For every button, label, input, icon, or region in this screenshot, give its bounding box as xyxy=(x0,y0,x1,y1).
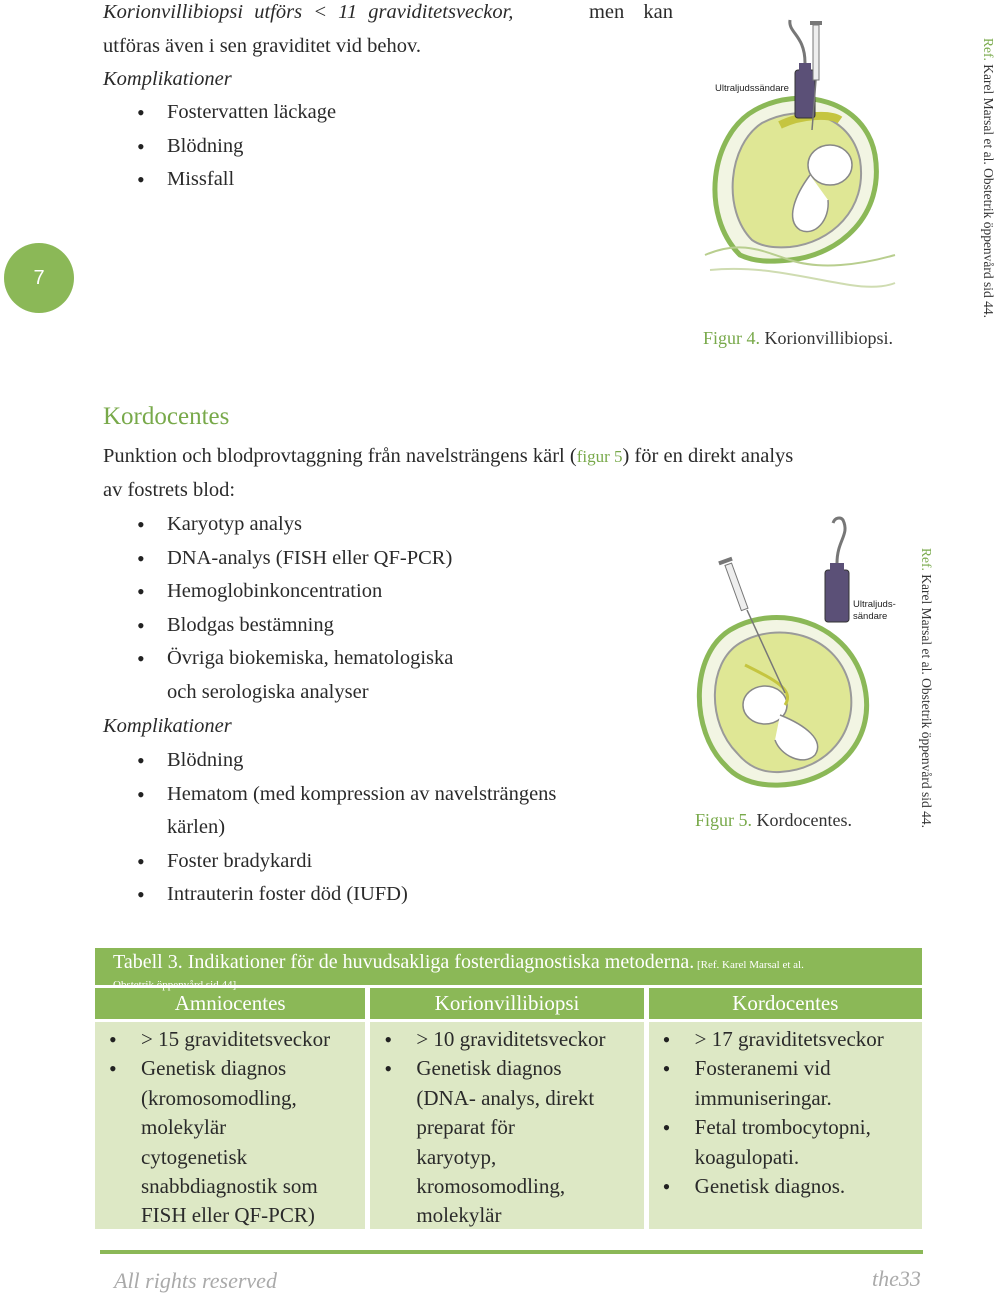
page-number-badge: 7 xyxy=(4,243,74,313)
list-item: • Hemoglobinkoncentration xyxy=(103,575,663,609)
kordocentes-intro-line-1 xyxy=(103,440,933,474)
list-item: • Fosteranemi vid xyxy=(649,1054,922,1083)
figure-4-label: Ultraljudssändare xyxy=(715,83,789,94)
top-paragraph xyxy=(103,0,673,97)
figure-5-caption xyxy=(695,810,852,831)
table-cell-kordocentes xyxy=(649,1022,922,1229)
kordocentes-intro-line-2: av fostrets blod: xyxy=(103,478,236,501)
figure-4-illustration xyxy=(700,15,900,300)
figure-4-caption xyxy=(703,328,893,349)
figure-4-caption-prefix: Figur 4. xyxy=(703,328,761,348)
top-line-1-rest: men kan xyxy=(569,1,673,23)
table-body-row xyxy=(95,1019,922,1229)
table-title-ref-1: [Ref. Karel Marsal et al. xyxy=(694,959,804,971)
list-item-continuation: immuniseringar. xyxy=(694,1085,832,1110)
list-item: • Foster bradykardi xyxy=(103,845,663,879)
list-item: • > 17 graviditetsveckor xyxy=(649,1025,922,1054)
list-item-continuation: koagulopati. xyxy=(694,1144,800,1169)
footer-divider xyxy=(100,1250,923,1254)
figure-5-caption-prefix: Figur 5. xyxy=(695,810,753,830)
list-item: • Hematom (med kompression av navelsträngens xyxy=(103,778,663,812)
list-item: • > 15 graviditetsveckor xyxy=(95,1025,365,1054)
table-title-ref-2: Obstetrik öppenvård sid 44] xyxy=(113,979,237,991)
table-cell-amniocentes xyxy=(95,1022,365,1229)
list-item: • Blödning xyxy=(103,130,603,164)
list-item-continuation: (DNA- analys, direkt xyxy=(416,1085,595,1110)
figure-4-caption-text: Korionvillibiopsi. xyxy=(760,328,894,348)
figure-5-label-2: sändare xyxy=(853,611,888,622)
intro-figure-ref: figur 5 xyxy=(576,447,623,466)
list-item: • Genetisk diagnos. xyxy=(649,1172,922,1201)
list-item-continuation: FISH eller QF-PCR) xyxy=(141,1203,315,1228)
column-header-kordocentes: Kordocentes xyxy=(649,988,922,1019)
indications-table xyxy=(95,948,922,1229)
list-item-continuation: molekylär xyxy=(141,1115,227,1140)
list-item: • Fostervatten läckage xyxy=(103,96,603,130)
column-header-amniocentes: Amniocentes xyxy=(95,988,365,1019)
list-item: • Fetal trombocytopni, xyxy=(649,1113,922,1142)
figure-5-caption-text: Kordocentes. xyxy=(752,810,852,830)
list-item: • Missfall xyxy=(103,163,603,197)
list-item: • Karyotyp analys xyxy=(103,508,663,542)
list-item-continuation: karyotyp, xyxy=(416,1144,497,1169)
cell-list xyxy=(95,1025,365,1231)
table-cell-korionvillibiopsi xyxy=(370,1022,643,1229)
figure-5-illustration xyxy=(685,515,910,800)
top-line-1-italic: Korionvillibiopsi utförs < 11 graviditetsveckor, xyxy=(103,1,514,23)
figure-4-reference xyxy=(980,38,996,319)
list-item: • Blödning xyxy=(103,744,663,778)
table-title-text: Tabell 3. Indikationer för de huvudsakliga fosterdiagnostiska metoderna. xyxy=(113,951,695,973)
figure-5-reference xyxy=(918,548,934,829)
table-title xyxy=(95,948,922,991)
figure-5-ref-text: Karel Marsal et al. Obstetrik öppenvård sid 44. xyxy=(919,570,934,829)
figure-5-ref-prefix: Ref. xyxy=(919,548,934,571)
list-item: • Övriga biokemiska, hematologiska xyxy=(103,642,663,676)
kordocentes-complications-list xyxy=(103,744,663,912)
figure-4-ref-text: Karel Marsal et al. Obstetrik öppenvård sid 44. xyxy=(981,60,996,319)
list-item-continuation: kärlen) xyxy=(167,816,226,839)
list-item-continuation: preparat för xyxy=(416,1115,515,1140)
column-header-korionvillibiopsi: Korionvillibiopsi xyxy=(370,988,643,1019)
intro-text-b: ) för en direkt analys xyxy=(622,445,794,467)
cell-list xyxy=(370,1025,643,1231)
list-item-continuation: och serologiska analyser xyxy=(167,680,369,703)
kordocentes-analysis-list xyxy=(103,508,663,710)
list-item-continuation: snabbdiagnostik som xyxy=(141,1174,318,1199)
top-complications-list xyxy=(103,96,603,197)
intro-text-a: Punktion och blodprovtaggning från navelsträngens kärl ( xyxy=(103,445,577,467)
list-item: • Genetisk diagnos xyxy=(95,1054,365,1083)
cell-list xyxy=(649,1025,922,1201)
list-item: • DNA-analys (FISH eller QF-PCR) xyxy=(103,542,663,576)
list-item: • Intrauterin foster död (IUFD) xyxy=(103,878,663,912)
kordocentes-complications-heading: Komplikationer xyxy=(103,715,232,737)
top-line-1 xyxy=(103,0,673,30)
kordocentes-heading: Kordocentes xyxy=(103,403,230,430)
list-item: • Blodgas bestämning xyxy=(103,609,663,643)
list-item-continuation: kromosomodling, xyxy=(416,1174,566,1199)
list-item: • Genetisk diagnos xyxy=(370,1054,643,1083)
top-complications-heading: Komplikationer xyxy=(103,68,232,91)
top-line-2: utföras även i sen graviditet vid behov. xyxy=(103,34,422,57)
figure-5-label-1: Ultraljuds- xyxy=(853,599,896,610)
list-item-continuation: (kromosomodling, xyxy=(141,1085,297,1110)
footer-copyright: All rights reserved xyxy=(114,1268,277,1293)
figure-4-ref-prefix: Ref. xyxy=(981,38,996,61)
list-item-continuation: molekylär xyxy=(416,1203,502,1228)
list-item-continuation: cytogenetisk xyxy=(141,1144,248,1169)
footer-brand: the33 xyxy=(872,1266,921,1291)
kordocentes-intro xyxy=(103,440,933,507)
list-item: • > 10 graviditetsveckor xyxy=(370,1025,643,1054)
